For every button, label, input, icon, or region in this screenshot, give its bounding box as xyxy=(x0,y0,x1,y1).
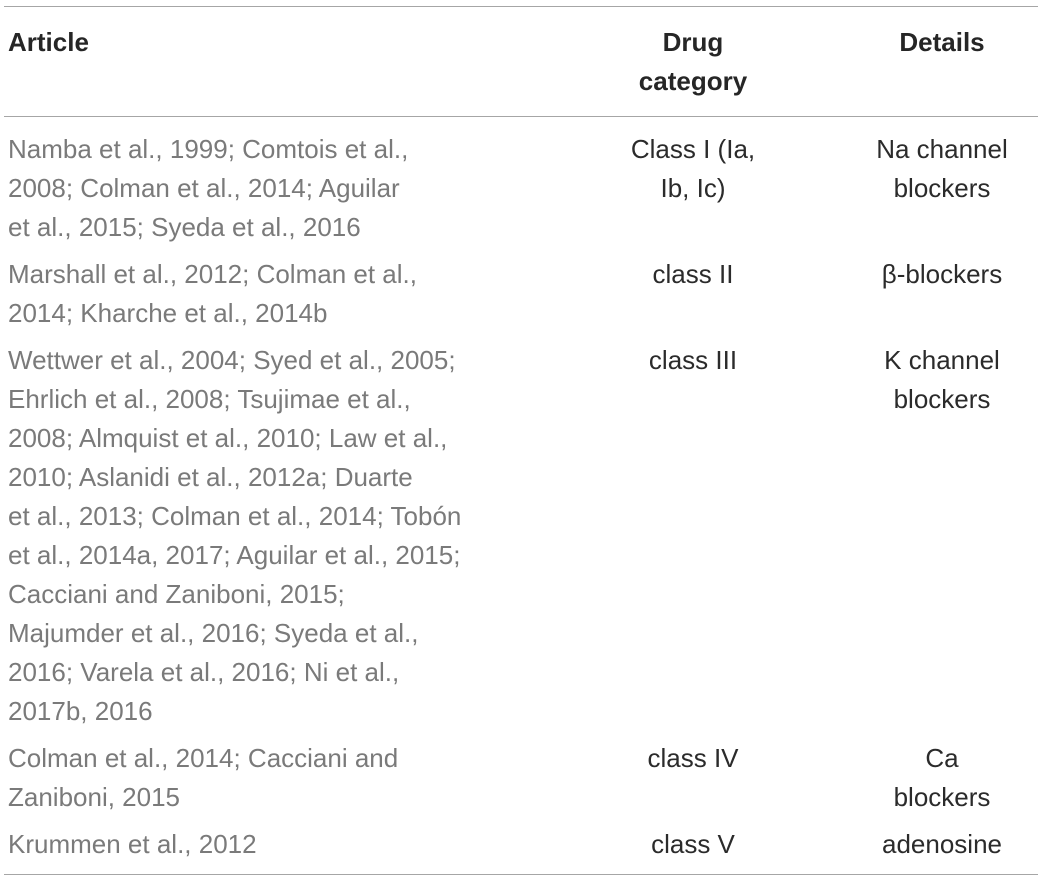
table-bottom-rule xyxy=(4,874,1038,875)
article-cell: Krummen et al., 2012 xyxy=(8,829,257,859)
article-cell: Colman et al., 2014; Cacciani and Zaniboni, 2015 xyxy=(8,743,399,812)
table-row xyxy=(4,255,1038,333)
drug-category-cell: class IV xyxy=(647,743,739,773)
drug-table xyxy=(4,0,1038,875)
drug-category-cell: Class I (Ia, Ib, Ic) xyxy=(630,134,756,203)
drug-category-cell: class III xyxy=(648,345,738,375)
drug-category-cell: class V xyxy=(651,829,735,859)
article-cell: Marshall et al., 2012; Colman et al., 2014; Kharche et al., 2014b xyxy=(8,259,417,328)
details-cell: adenosine xyxy=(882,829,1002,859)
table-row xyxy=(4,825,1038,864)
details-cell: K channel blockers xyxy=(884,345,1000,414)
header-article: Article xyxy=(8,27,89,57)
table-row xyxy=(4,739,1038,817)
details-cell: Na channel blockers xyxy=(876,134,1008,203)
details-cell: β-blockers xyxy=(881,259,1003,289)
header-drug-category: Drug category xyxy=(638,27,748,96)
article-cell: Namba et al., 1999; Comtois et al., 2008; Colman et al., 2014; Aguilar et al., 2015; Syeda et al., 2016 xyxy=(8,134,409,242)
table-body xyxy=(4,117,1038,874)
drug-category-cell: class II xyxy=(652,259,734,289)
table-header-row xyxy=(4,7,1038,116)
details-cell: Ca blockers xyxy=(893,743,991,812)
article-cell: Wettwer et al., 2004; Syed et al., 2005; Ehrlich et al., 2008; Tsujimae et al., 2008; Almquist et al., 2010; Law et al., 2010; Aslanidi et al., 2012a; Duarte et al., 2013; Colman et al., 2014; Tobón et al., 2014a, 2017; Aguilar et al., 2015; Cacciani and Zaniboni, 2015; Majumder et al., 2016; Syeda et al., 2016; Varela et al., 2016; Ni et al., 2017b, 2016 xyxy=(8,345,462,726)
header-details: Details xyxy=(899,27,985,57)
table-row xyxy=(4,130,1038,247)
table-row xyxy=(4,341,1038,731)
